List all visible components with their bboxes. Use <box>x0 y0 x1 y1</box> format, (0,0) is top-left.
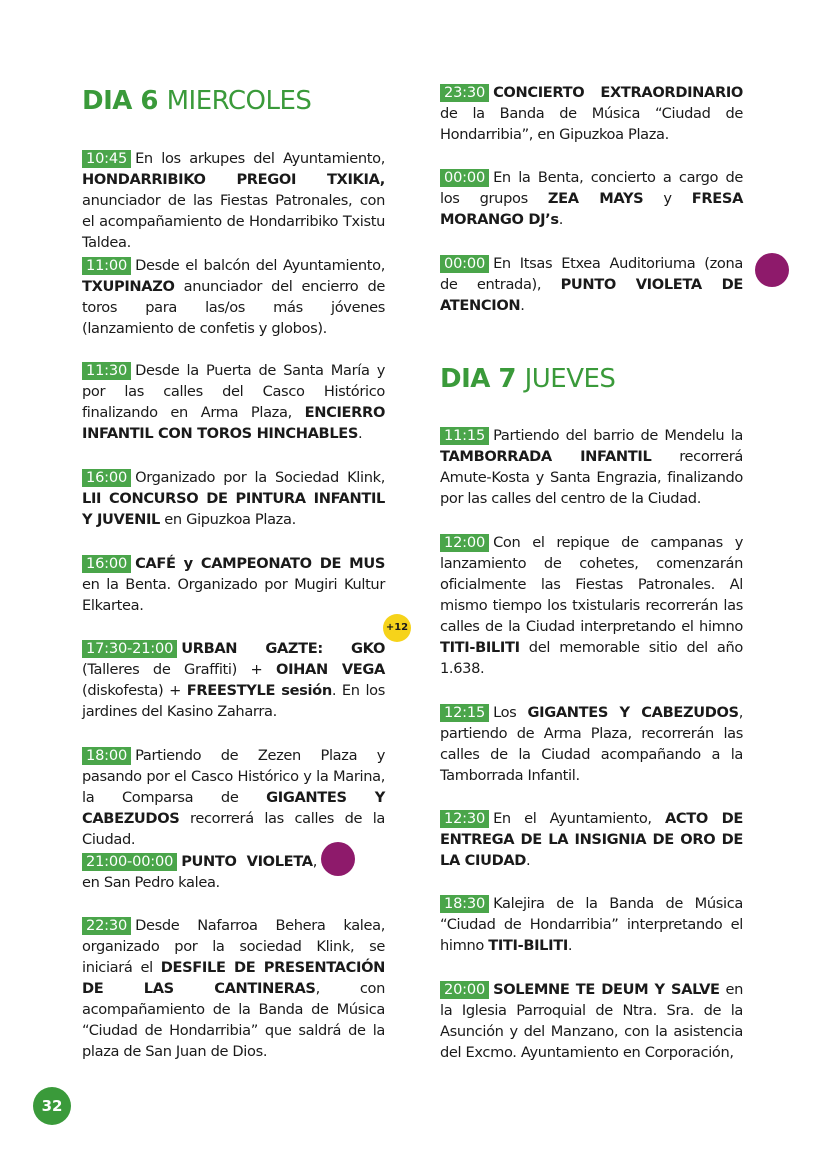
entry-text: Los <box>493 704 528 721</box>
schedule-entry <box>440 253 743 316</box>
entry-text: , con acompañamiento de la Banda de Música “Ciudad de Hondarribia” que saldrá de la plaza de San Juan de Dios. <box>82 980 386 1060</box>
schedule-entry <box>440 532 743 679</box>
schedule-entry <box>440 808 743 871</box>
entry-text: En el Ayuntamiento, <box>493 810 665 827</box>
entry-highlight: ACTO DE ENTREGA DE LA INSIGNIA DE ORO DE LA CIUDAD <box>440 810 743 869</box>
entry-text: . <box>558 211 564 228</box>
entry-text: Desde Nafarroa Behera kalea, organizado por la sociedad Klink, se iniciará el <box>82 917 385 976</box>
entry-text: Partiendo del barrio de Mendelu la <box>493 427 743 444</box>
time-badge: 00:00 <box>440 169 489 187</box>
day-7-title <box>440 364 615 394</box>
entry-text: , en San Pedro kalea. <box>82 853 317 891</box>
entry-highlight: ZEA MAYS <box>547 190 644 207</box>
entry-highlight: HONDARRIBIKO PREGOI TXIKIA, <box>82 171 385 188</box>
time-badge: 21:00-00:00 <box>82 853 177 871</box>
time-badge: 12:15 <box>440 704 489 722</box>
entry-text: Organizado por la Sociedad Klink, <box>135 469 385 486</box>
entry-text: recorrerá las calles de la Ciudad. <box>82 810 385 848</box>
entry-text: anunciador de las Fiestas Patronales, con el acompañamiento de Hondarribiko Txistu Taldea. <box>82 192 385 251</box>
entry-highlight: URBAN GAZTE: GKO <box>181 640 385 657</box>
entry-text: anunciador del encierro de toros para las/os más jóvenes (lanzamiento de confetis y globos). <box>82 278 385 337</box>
time-badge: 23:30 <box>440 84 489 102</box>
entry-text: del memorable sitio del año 1.638. <box>440 639 743 677</box>
entry-text: En la Benta, concierto a cargo de los grupos <box>440 169 743 207</box>
entry-highlight: TITI-BILITI <box>440 639 520 656</box>
entry-text: Desde la Puerta de Santa María y por las calles del Casco Histórico finalizando en Arma Plaza, <box>82 362 385 421</box>
time-badge: 20:00 <box>440 981 489 999</box>
entry-highlight: OIHAN VEGA <box>276 661 385 678</box>
entry-highlight: SOLEMNE TE DEUM Y SALVE <box>493 981 720 998</box>
entry-text: Desde el balcón del Ayuntamiento, <box>135 257 385 274</box>
entry-text: . <box>520 297 525 314</box>
entry-highlight: FRESA MORANGO DJ’s <box>440 190 744 228</box>
schedule-entry <box>82 915 385 1062</box>
time-badge: 22:30 <box>82 917 131 935</box>
entry-highlight: DESFILE DE PRESENTACIÓN DE LAS CANTINERAS <box>82 959 385 997</box>
entry-text: en la Iglesia Parroquial de Ntra. Sra. de la Asunción y del Manzano, con la asistencia del Excmo. Ayuntamiento en Corporación, <box>440 981 744 1061</box>
entry-text: , partiendo de Arma Plaza, recorrerán las calles de la Ciudad acompañando a la Tamborrada Infantil. <box>440 704 743 784</box>
schedule-entry <box>82 148 385 253</box>
entry-highlight: LII CONCURSO DE PINTURA INFANTIL Y JUVENIL <box>82 490 385 528</box>
entry-text: . <box>358 425 363 442</box>
time-badge: 16:00 <box>82 555 131 573</box>
time-badge: 12:00 <box>440 534 489 552</box>
schedule-entry <box>82 467 385 530</box>
entry-text: en la Benta. Organizado por Mugiri Kultur Elkartea. <box>82 576 385 614</box>
time-badge: 17:30-21:00 <box>82 640 177 658</box>
entry-highlight: PUNTO VIOLETA <box>181 853 313 870</box>
entry-highlight: GIGANTES Y CABEZUDOS <box>82 789 385 827</box>
day-7-title-bold: DIA 7 <box>440 364 517 394</box>
punto-violeta-dot-icon <box>755 253 789 287</box>
time-badge: 16:00 <box>82 469 131 487</box>
day-6-title-bold: DIA 6 <box>82 86 159 116</box>
schedule-entry <box>440 425 743 509</box>
entry-text: . <box>526 852 531 869</box>
schedule-entry <box>82 638 385 722</box>
time-badge: 12:30 <box>440 810 489 828</box>
entry-text: recorrerá Amute-Kosta y Santa Engrazia, finalizando por las calles del centro de la Ciudad. <box>440 448 743 507</box>
day-7-title-rest: JUEVES <box>524 364 616 394</box>
schedule-entry <box>440 167 743 230</box>
schedule-entry <box>440 893 743 956</box>
schedule-entry <box>82 851 317 893</box>
schedule-entry <box>440 702 743 786</box>
entry-text: y <box>643 190 692 207</box>
entry-text: (Talleres de Graffiti) + <box>82 661 277 678</box>
entry-highlight: CONCIERTO EXTRAORDINARIO <box>493 84 743 101</box>
entry-text: de la Banda de Música “Ciudad de Hondarribia”, en Gipuzkoa Plaza. <box>440 105 743 143</box>
entry-highlight: TITI-BILITI <box>488 937 568 954</box>
schedule-entry <box>82 553 385 616</box>
entry-highlight: FREESTYLE sesión <box>186 682 332 699</box>
age-badge: +12 <box>383 614 411 642</box>
punto-violeta-dot-icon <box>321 842 355 876</box>
entry-text: (diskofesta) + <box>82 682 187 699</box>
entry-highlight: GIGANTES Y CABEZUDOS <box>527 704 739 721</box>
time-badge: 18:00 <box>82 747 131 765</box>
time-badge: 11:15 <box>440 427 489 445</box>
entry-highlight: TAMBORRADA INFANTIL <box>440 448 652 465</box>
entry-text: . <box>567 937 573 954</box>
entry-highlight: TXUPINAZO <box>82 278 175 295</box>
entry-highlight: PUNTO VIOLETA DE ATENCION <box>440 276 743 314</box>
schedule-entry <box>82 745 385 850</box>
entry-text: En los arkupes del Ayuntamiento, <box>135 150 385 167</box>
time-badge: 00:00 <box>440 255 489 273</box>
schedule-entry <box>82 360 385 444</box>
entry-text: Con el repique de campanas y lanzamiento de cohetes, comenzarán oficialmente las Fiestas Patronales. Al mismo tiempo los txistularis recorrerán las calles de la Ciudad interpretando el himno <box>440 534 743 635</box>
entry-text: en Gipuzkoa Plaza. <box>160 511 296 528</box>
schedule-entry <box>440 82 743 145</box>
entry-highlight: CAFÉ y CAMPEONATO DE MUS <box>135 555 385 572</box>
entry-text: Partiendo de Zezen Plaza y pasando por el Casco Histórico y la Marina, la Comparsa de <box>82 747 385 806</box>
time-badge: 10:45 <box>82 150 131 168</box>
entry-highlight: ENCIERRO INFANTIL CON TOROS HINCHABLES <box>82 404 385 442</box>
entry-text: Kalejira de la Banda de Música “Ciudad de Hondarribia” interpretando el himno <box>440 895 743 954</box>
schedule-entry <box>440 979 743 1063</box>
entry-text: En Itsas Etxea Auditoriuma (zona de entrada), <box>440 255 743 293</box>
time-badge: 11:00 <box>82 257 131 275</box>
day-6-title-rest: MIERCOLES <box>166 86 312 116</box>
day-6-title <box>82 86 311 116</box>
schedule-entry <box>82 255 385 339</box>
entry-text: . En los jardines del Kasino Zaharra. <box>82 682 385 720</box>
time-badge: 11:30 <box>82 362 131 380</box>
page-number: 32 <box>33 1087 71 1125</box>
time-badge: 18:30 <box>440 895 489 913</box>
